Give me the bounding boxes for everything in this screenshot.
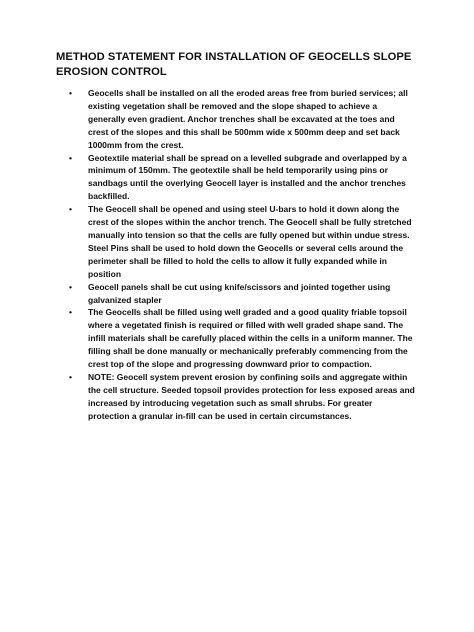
bullet-icon: •	[69, 88, 72, 98]
list-item-text: Geocells shall be installed on all the eroded areas free from buried services; all existing vegetation shall be removed and the slope shaped to achieve a generally even gradient. Anchor trenches shall be excavated at the toes and crest of the slopes and this shall be 500mm wide x 500mm deep and set back 1000mm from the crest.	[88, 88, 408, 150]
list-item	[56, 281, 416, 307]
bullet-icon: •	[69, 371, 72, 382]
list-item	[56, 306, 416, 371]
bullet-icon: •	[69, 307, 72, 318]
list-item-text: The Geocell shall be opened and using steel U-bars to hold it down along the crest of the slopes within the anchor trench. The Geocell shall be fully stretched manually into tension so that the cells are fully opened but within undue stress. Steel Pins shall be used to hold down the Geocells or several cells around the perimeter shall be filled to hold the cells to allow it fully expanded while in position	[88, 204, 412, 279]
bullet-icon: •	[69, 152, 72, 163]
list-item-text: Geotextile material shall be spread on a levelled subgrade and overlapped by a minimum of 150mm. The geotextile shall be held temporarily using pins or sandbags until the overlying Geocell layer is installed and the anchor trenches backfilled.	[88, 152, 407, 202]
list-item	[56, 371, 416, 423]
list-item	[56, 87, 416, 152]
list-item	[56, 203, 416, 280]
list-item-text: The Geocells shall be filled using well graded and a good quality friable topsoil where a vegetated finish is required or filled with well graded shape sand. The infill materials shall be carefully placed within the cells in a uniform manner. The filling shall be done manually or mechanically preferably commencing from the crest top of the slope and progressing downward prior to compaction.	[88, 307, 413, 370]
list-item-text: NOTE: Geocell system prevent erosion by confining soils and aggregate within the cell structure. Seeded topsoil provides protection for less exposed areas and increased by introducing vegetation such as small shrubs. For greater protection a granular in-fill can be used in certain circumstances.	[88, 371, 415, 421]
list-item-text: Geocell panels shall be cut using knife/scissors and jointed together using galvanized stapler	[88, 281, 391, 305]
document-title: METHOD STATEMENT FOR INSTALLATION OF GEOCELLS SLOPE EROSION CONTROL	[56, 51, 412, 78]
method-steps-list	[56, 87, 416, 423]
bullet-icon: •	[69, 281, 72, 292]
bullet-icon: •	[69, 204, 72, 215]
list-item	[56, 152, 416, 204]
